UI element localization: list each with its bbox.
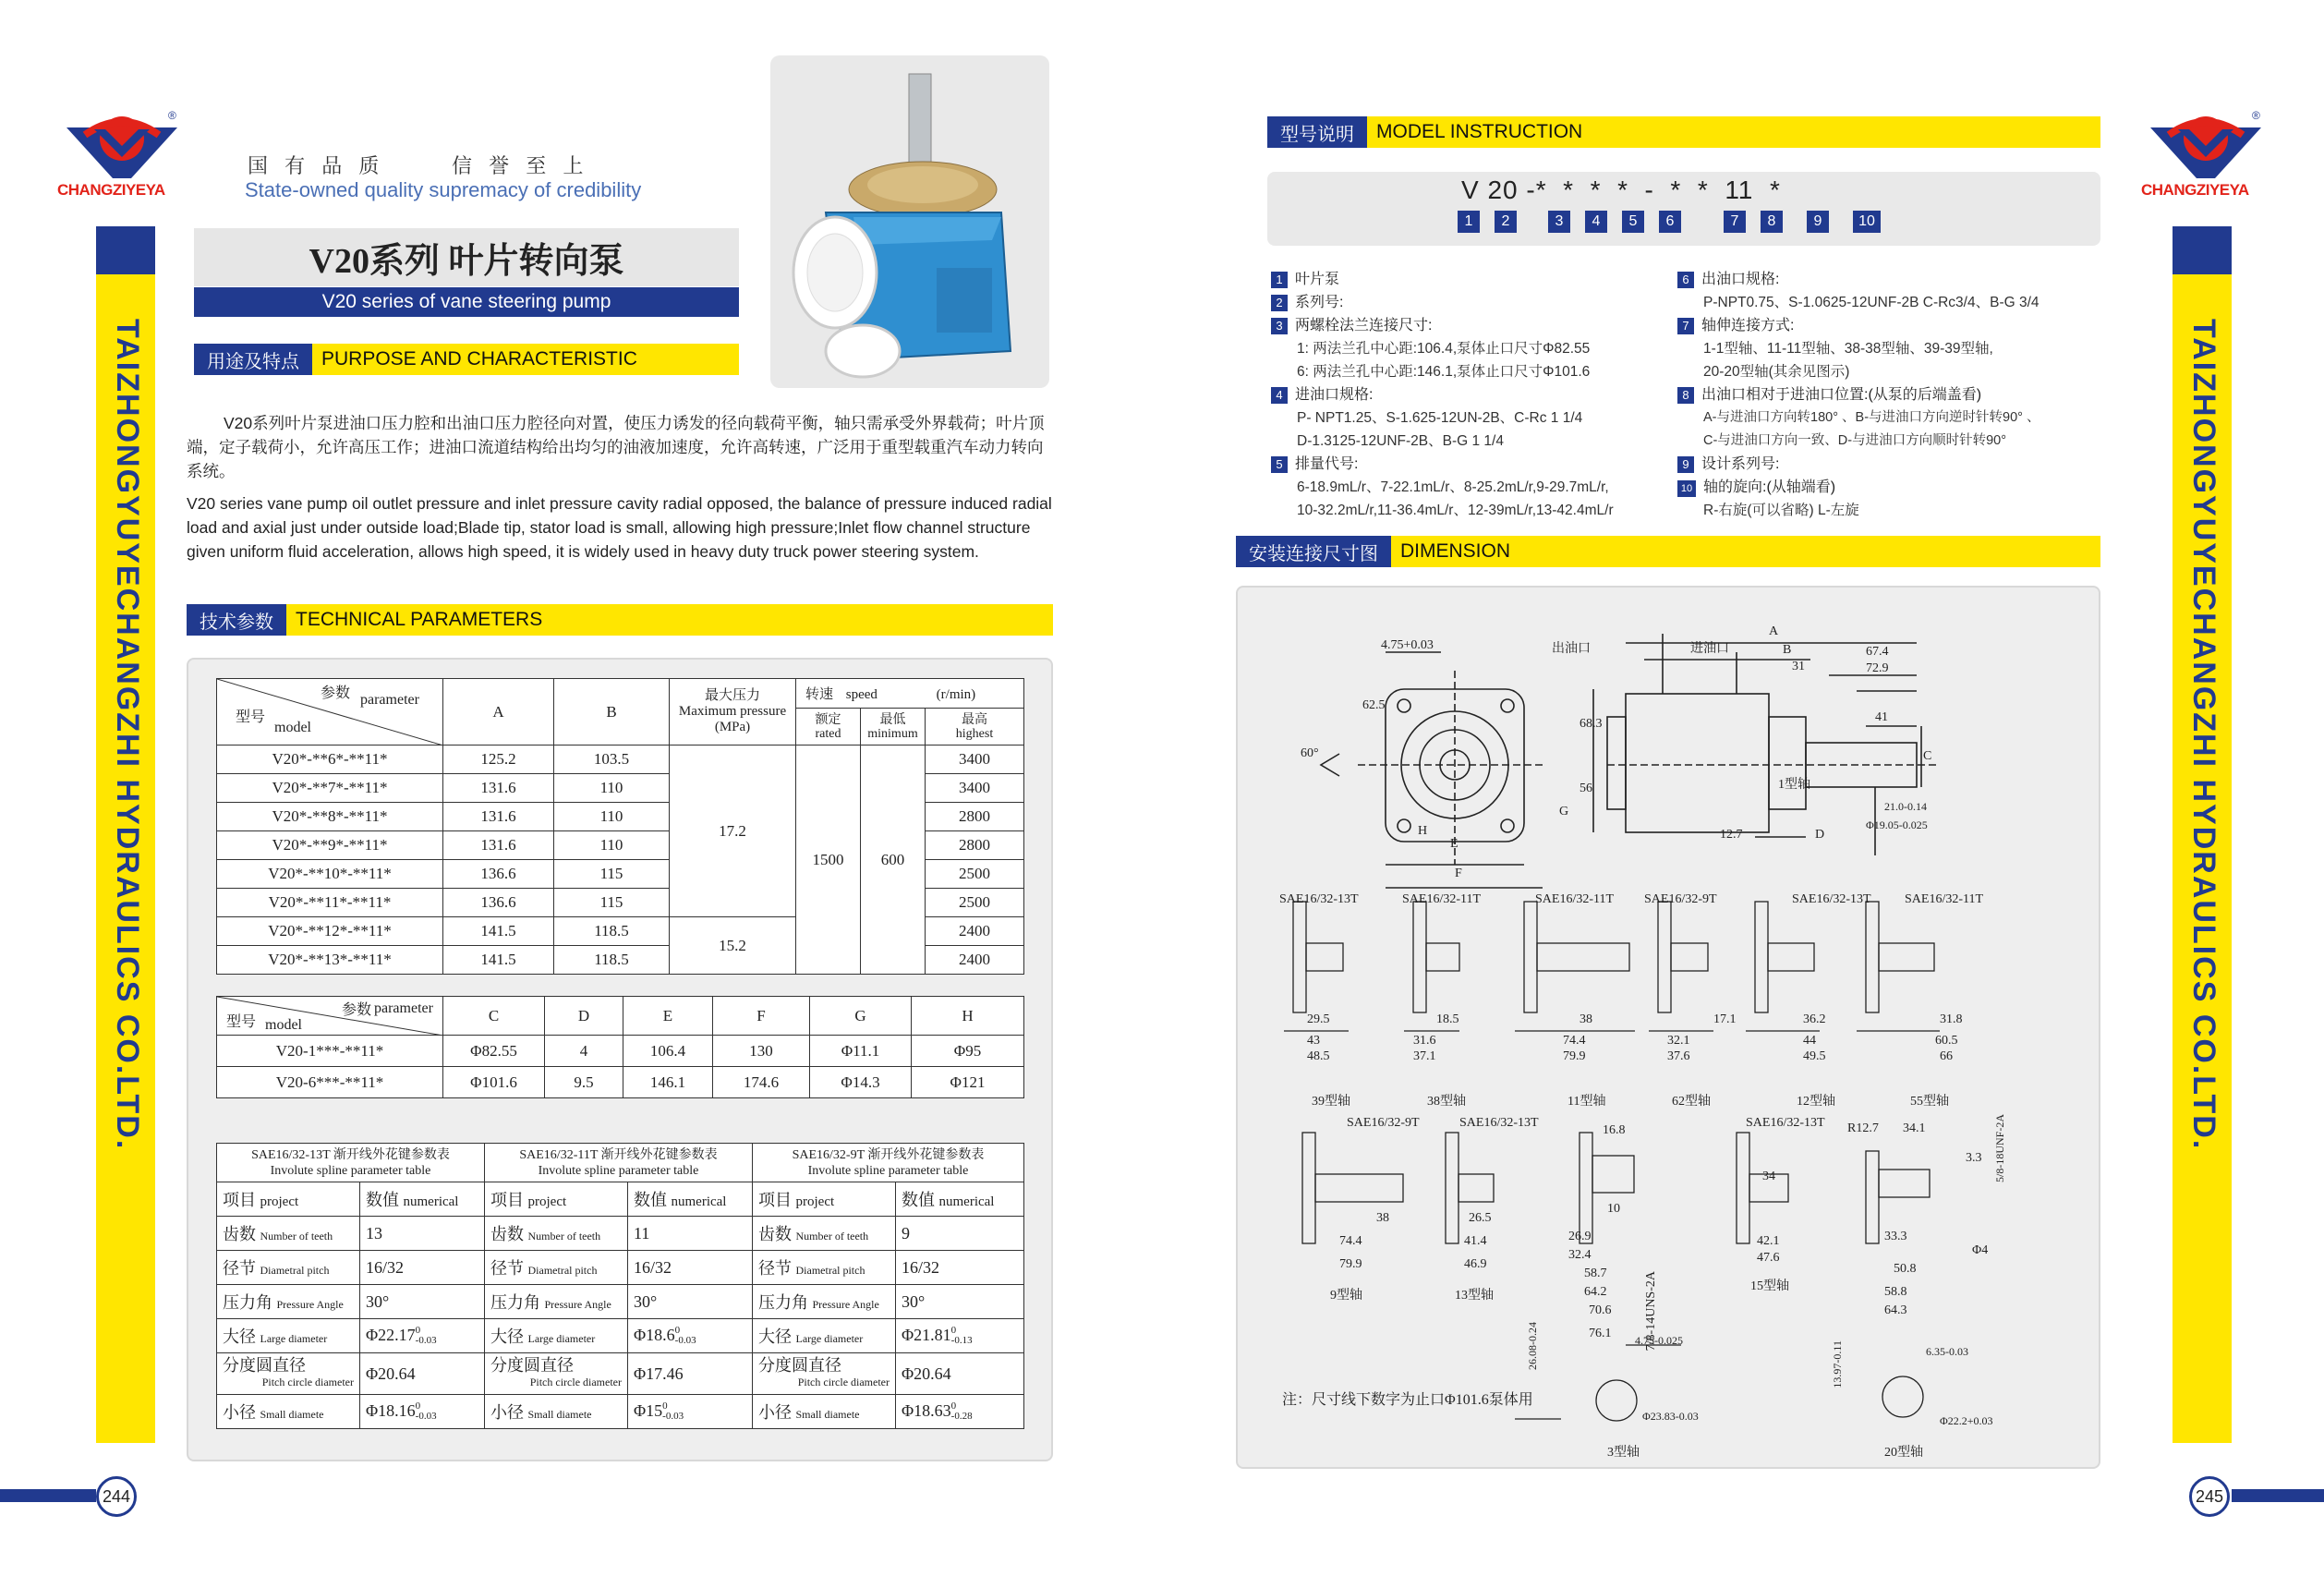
page-number-right: 245 <box>2189 1476 2230 1517</box>
right-band-top <box>2173 226 2232 274</box>
dimension-params-table: 参数 parameter 型号 model C D E F G H V20-1***-**11* Φ82.55 4 106.4 130 Φ11.1 Φ95 V20-6***-**11* Φ101.6 9.5 146.1 174.6 Φ14.3 Φ121 <box>216 996 1024 1098</box>
brand-name-right: CHANGZIYEYA <box>2141 181 2249 199</box>
list-item: 5 排量代号: <box>1271 453 1677 476</box>
model-code-text: V 20 -* * * * - * * 11 * <box>1461 176 1781 204</box>
product-title-cn: V20系列 叶片转向泵 <box>194 228 739 286</box>
logo-icon <box>57 109 187 183</box>
logo-icon <box>2141 109 2270 183</box>
model-section-header: 型号说明 MODEL INSTRUCTION <box>1267 116 2100 148</box>
tech-header-model-cell: 参数 parameter 型号 model <box>217 679 443 746</box>
brand-name-left: CHANGZIYEYA <box>57 181 165 199</box>
dimension-drawing-panel: 4.75+0.03 出油口 进油口 A B 31 67.4 72.9 41 62.5 68.3 56 60° G H E F 12.7 D C 1型轴 Φ19.05-0.025 21.0-0.14 SAE16/32-13T 29.5 43 48.5 39型轴 SAE16/32-11T 18.5 31.6 37.1 38型轴 SAE16/32-11T 38 74.4 79.9 11型轴 SAE16/32-9T 17.1 32.1 37.6 62型轴 SAE16/32-13T 36.2 44 49.5 12型轴 SAE16/32-11T 31.8 60.5 66 55型轴 SAE16/32-9T 38 74.4 79.9 9型轴 SAE16/32-13T 26.5 41.4 46.9 13型轴 16.8 10 26.9 32.4 58.7 64.2 70.6 76.1 7/8-14UNS-2A 26.08-0.24 4.75-0.025 Φ23.83-0.03 3型轴 SAE16/32-13T 34 42.1 47.6 15型轴 R12.7 34.1 3.3 5/8-18UNF-2A 33.3 50.8 58.8 64.3 Φ4 13.97-0.11 6.35-0.03 Φ22.2+0.03 20型轴 注：尺寸线下数字为止口Φ101.6泵体用 <box>1236 586 2100 1469</box>
list-item: 8 出油口相对于进油口位置:(从泵的后端盖看) <box>1677 383 2112 406</box>
left-band-top <box>96 226 155 274</box>
table-row: 分度圆直径 Pitch circle diameter Φ20.64 分度圆直径 Pitch circle diameter Φ17.46 分度圆直径 Pitch circle diameter Φ20.64 <box>217 1353 1024 1395</box>
list-item: 10 轴的旋向:(从轴端看) <box>1677 476 2112 499</box>
brand-logo-right: ® CHANGZIYEYA <box>2141 109 2270 201</box>
motto-en: State-owned quality supremacy of credibility <box>245 178 642 201</box>
spline-params-table: SAE16/32-13T 渐开线外花键参数表 Involute spline parameter table SAE16/32-11T 渐开线外花键参数表 Involute spline parameter table SAE16/32-9T 渐开线外花键参数表 Involute spline parameter table 项目 project 数值 numerical 项目 project 数值 numerical 项目 project 数值 numerical 齿数 Number of teeth 13 齿数 Number of teeth 11 齿数 Number of teeth 9 径节 Diametral pitch 16/32 径节 Diametral pitch 16/32 径节 Diametral pitch 16/32 压力角 Pressure Angle 30° 压力角 Pressure Angle 30° 压力角 Pressure Angle 30° 大径 Large diameter Φ22.17 0 -0.03 大径 Large diameter Φ18.6 0 -0.03 大径 Large diameter Φ21.81 0 -0.13 分度圆直径 Pitch circle diameter Φ20.64 分度圆直径 Pitch circle diameter Φ17.46 分度圆直径 Pitch circle diameter Φ20.64 小径 Small diamete Φ18.16 0 -0.03 小径 Small diamete Φ15 0 -0.03 小径 Small diamete Φ18.63 0 -0.28 <box>216 1143 1024 1429</box>
right-bottom-line <box>2232 1489 2324 1502</box>
product-photo <box>770 55 1049 388</box>
left-bottom-line <box>0 1489 96 1502</box>
table-row: 压力角 Pressure Angle 30° 压力角 Pressure Angle 30° 压力角 Pressure Angle 30° <box>217 1285 1024 1319</box>
motto-cn: 国 有 品 质 信 誉 至 上 <box>248 154 589 177</box>
table-row: V20*-**8*-**11* 131.6 110 2800 <box>217 803 1024 831</box>
table-row: V20*-**7*-**11* 131.6 110 3400 <box>217 774 1024 803</box>
table-row: V20*-**6*-**11* 125.2 103.5 17.2 1500 600 3400 <box>217 746 1024 774</box>
table-row: V20*-**13*-**11* 141.5 118.5 2400 <box>217 946 1024 975</box>
table-row: 小径 Small diamete Φ18.16 0 -0.03 小径 Small diamete Φ15 0 -0.03 小径 Small diamete Φ18.63 0 -0.28 <box>217 1395 1024 1429</box>
list-item: 3 两螺栓法兰连接尺寸: <box>1271 314 1677 337</box>
table-row: V20-1***-**11* Φ82.55 4 106.4 130 Φ11.1 Φ95 <box>217 1036 1024 1067</box>
tech-section-header: 技术参数 TECHNICAL PARAMETERS <box>187 604 1053 636</box>
tech-params-table: 参数 parameter 型号 model A B 最大压力 Maximum pressure (MPa) 转速 speed (r/min) 额定 rated 最低 minimum 最高 highest V20*-**6*-**11* 125.2 103.5 17.2 1500 600 3400 V20*-**7*-**11* 131.6 110 3400 V20*-**8*-**11* 131.6 110 2800 V20*-**9*-**11* 131.6 110 2800 V20*-**10*-**11* 136.6 115 2500 V20*-**11*-**11* 136.6 115 2500 V20*-**12*-**11* 141.5 118.5 15.2 2400 V20*-**13*-**11* 141.5 118.5 2400 <box>216 678 1024 975</box>
description-en: V20 series vane pump oil outlet pressure and inlet pressure cavity radial opposed, the balance of pressure induced radial load and axial just under outside load;Blade tip, stator load is small, allowing high pressure;Inlet flow channel structure given uniform fluid acceleration, allows high speed, it is widely used in heavy duty truck power steering system. <box>187 494 1052 561</box>
product-title-en: V20 series of vane steering pump <box>194 287 739 317</box>
page-number-left: 244 <box>96 1476 137 1517</box>
list-item: 6 出油口规格: <box>1677 268 2112 291</box>
table-row: 大径 Large diameter Φ22.17 0 -0.03 大径 Large diameter Φ18.6 0 -0.03 大径 Large diameter Φ21.81 0 -0.13 <box>217 1319 1024 1353</box>
brand-logo-left: ® CHANGZIYEYA <box>57 109 187 201</box>
list-item: 4 进油口规格: <box>1271 383 1677 406</box>
model-legend-right: 6 出油口规格: P-NPT0.75、S-1.0625-12UNF-2B C-Rc3/4、B-G 3/4 7 轴伸连接方式: 1-1型轴、11-11型轴、38-38型轴、39-39型轴, 20-20型轴(其余见图示) 8 出油口相对于进油口位置:(从泵的后端盖看) A-与进油口方向转180° 、B-与进油口方向逆时针转90° 、 C-与进油口方向一致、D-与进油口方向顺时针转90° 9 设计系列号: 10 轴的旋向:(从轴端看) R-右旋(可以省略) L-左旋 <box>1677 268 2112 522</box>
table-row: V20*-**10*-**11* 136.6 115 2500 <box>217 860 1024 889</box>
vane-pump-photo-icon <box>770 55 1049 388</box>
dimension-section-header: 安装连接尺寸图 DIMENSION <box>1236 536 2100 567</box>
table-row: V20*-**12*-**11* 141.5 118.5 15.2 2400 <box>217 917 1024 946</box>
description-cn: V20系列叶片泵进油口压力腔和出油口压力腔径向对置，使压力诱发的径向载荷平衡，轴只需承受外界载荷；叶片顶端，定子载荷小，允许高压工作；进油口流道结构给出均匀的油液加速度，允许高转速，广泛用于重型载重汽车动力转向系统。 <box>187 414 1045 480</box>
drawing-note: 注：尺寸线下数字为止口Φ101.6泵体用 <box>1282 1392 1533 1408</box>
purpose-section-header: 用途及特点 PURPOSE AND CHARACTERISTIC <box>194 344 739 375</box>
table-row: 齿数 Number of teeth 13 齿数 Number of teeth 11 齿数 Number of teeth 9 <box>217 1217 1024 1251</box>
list-item: 1 叶片泵 <box>1271 268 1677 291</box>
list-item: 9 设计系列号: <box>1677 453 2112 476</box>
company-name-vertical-right: TAIZHONGYUYECHANGZHI HYDRAULICS CO.LTD. <box>2186 319 2221 1151</box>
model-legend-left: 1 叶片泵 2 系列号: 3 两螺栓法兰连接尺寸: 1: 两法兰孔中心距:106.4,泵体止口尺寸Φ82.55 6: 两法兰孔中心距:146.1,泵体止口尺寸Φ101.6 4 进油口规格: P- NPT1.25、S-1.625-12UN-2B、C-Rc 1 1/4 D-1.3125-12UNF-2B、B-G 1 1/4 5 排量代号: 6-18.9mL/r、7-22.1mL/r、8-25.2mL/r,9-29.7mL/r, 10-32.2mL/r,11-36.4mL/r、12-39mL/r,13-42.4mL/r <box>1271 268 1677 522</box>
list-item: 2 系列号: <box>1271 291 1677 314</box>
table-row: 径节 Diametral pitch 16/32 径节 Diametral pitch 16/32 径节 Diametral pitch 16/32 <box>217 1251 1024 1285</box>
table-row: V20-6***-**11* Φ101.6 9.5 146.1 174.6 Φ14.3 Φ121 <box>217 1067 1024 1098</box>
model-code-panel: V 20 -* * * * - * * 11 * 1 2 3 4 5 6 7 8 9 10 <box>1267 172 2100 246</box>
table-row: V20*-**9*-**11* 131.6 110 2800 <box>217 831 1024 860</box>
table-row: V20*-**11*-**11* 136.6 115 2500 <box>217 889 1024 917</box>
company-name-vertical-left: TAIZHONGYUYECHANGZHI HYDRAULICS CO.LTD. <box>110 319 145 1151</box>
list-item: 7 轴伸连接方式: <box>1677 314 2112 337</box>
